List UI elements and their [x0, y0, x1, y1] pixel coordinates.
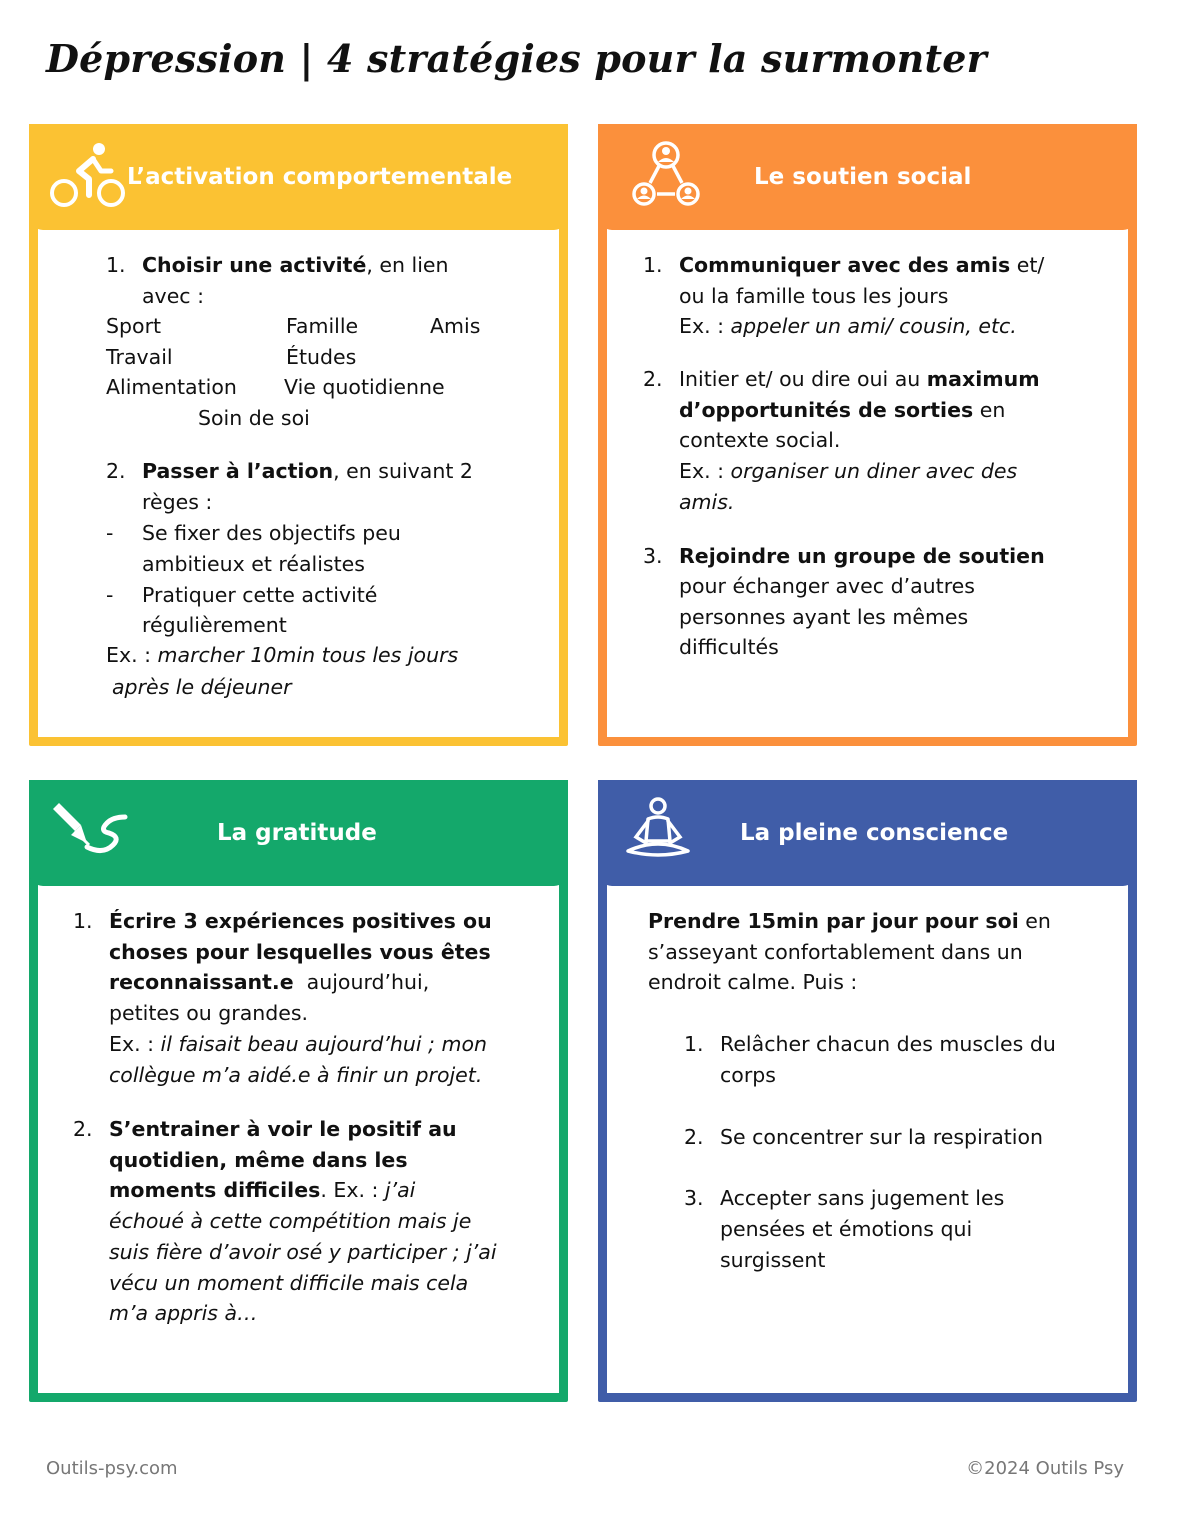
card-title: Le soutien social [754, 164, 972, 190]
list-item: Communiquer avec des amis et/ [679, 253, 1045, 277]
intro-text: endroit calme. Puis : [648, 970, 858, 994]
intro-text: Prendre 15min par jour pour soi en [648, 909, 1051, 933]
example-text: m’a appris à… [109, 1301, 258, 1325]
footer-website: Outils-psy.com [46, 1458, 178, 1479]
example-text: Ex. : marcher 10min tous les jours [106, 643, 459, 667]
category-label: Famille [286, 314, 359, 338]
cyclist-icon [49, 141, 129, 209]
category-label: Études [286, 345, 357, 369]
list-number: 1. [106, 253, 126, 277]
footer-copyright: ©2024 Outils Psy [966, 1458, 1124, 1479]
list-item: d’opportunités de sorties en [679, 398, 1006, 422]
card-header [598, 780, 1137, 886]
bullet-item: ambitieux et réalistes [142, 552, 365, 576]
bullet-dash: - [106, 583, 114, 607]
card-header [29, 780, 568, 886]
network-people-icon [626, 141, 706, 209]
list-item: ou la famille tous les jours [679, 284, 949, 308]
card-header [29, 124, 568, 230]
example-text: échoué à cette compétition mais je [109, 1209, 472, 1233]
bullet-item: régulièrement [142, 613, 287, 637]
card-body [38, 230, 559, 737]
bullet-item: Se fixer des objectifs peu [142, 521, 401, 545]
list-item: quotidien, même dans les [109, 1148, 408, 1172]
pen-writing-icon [51, 797, 131, 865]
example-text: vécu un moment difficile mais cela [109, 1271, 469, 1295]
list-number: 3. [684, 1186, 704, 1210]
list-item: Passer à l’action, en suivant 2 [142, 459, 473, 483]
example-text: Ex. : appeler un ami/ cousin, etc. [679, 314, 1017, 338]
bullet-dash: - [106, 521, 114, 545]
list-item: Choisir une activité, en lien [142, 253, 449, 277]
list-item: avec : [142, 284, 205, 308]
bullet-item: Pratiquer cette activité [142, 583, 378, 607]
example-text: collègue m’a aidé.e à finir un projet. [109, 1063, 483, 1087]
list-item: règes : [142, 490, 213, 514]
card-gratitude [29, 780, 568, 1402]
list-item: Se concentrer sur la respiration [720, 1125, 1044, 1149]
list-item: Rejoindre un groupe de soutien [679, 544, 1045, 568]
list-item: Relâcher chacun des muscles du [720, 1032, 1056, 1056]
card-body [607, 230, 1128, 737]
list-item: choses pour lesquelles vous êtes [109, 940, 491, 964]
example-text: après le déjeuner [112, 675, 292, 699]
list-number: 2. [73, 1117, 93, 1141]
example-text: amis. [679, 490, 735, 514]
list-number: 1. [643, 253, 663, 277]
card-body [607, 886, 1128, 1393]
example-text: Ex. : organiser un diner avec des [679, 459, 1018, 483]
category-label: Soin de soi [198, 406, 310, 430]
category-label: Amis [430, 314, 481, 338]
category-label: Sport [106, 314, 162, 338]
category-label: Vie quotidienne [284, 375, 445, 399]
meditation-icon [618, 797, 698, 865]
list-item: pensées et émotions qui [720, 1217, 973, 1241]
card-body [38, 886, 559, 1393]
list-number: 3. [643, 544, 663, 568]
list-number: 2. [106, 459, 126, 483]
list-number: 2. [643, 367, 663, 391]
list-item: Initier et/ ou dire oui au maximum [679, 367, 1040, 391]
list-item: S’entrainer à voir le positif au [109, 1117, 457, 1141]
list-item: moments difficiles. Ex. : j’ai [109, 1178, 416, 1202]
list-item: corps [720, 1063, 776, 1087]
list-item: petites ou grandes. [109, 1001, 309, 1025]
list-item: Écrire 3 expériences positives ou [109, 909, 492, 933]
list-item: reconnaissant.e aujourd’hui, [109, 970, 430, 994]
card-title: La pleine conscience [740, 820, 1009, 846]
card-activation [29, 124, 568, 746]
card-title: L’activation comportementale [127, 164, 513, 190]
card-social-support [598, 124, 1137, 746]
card-mindfulness [598, 780, 1137, 1402]
page-title: Dépression | 4 stratégies pour la surmonter [46, 36, 987, 81]
list-item: contexte social. [679, 428, 841, 452]
list-item: pour échanger avec d’autres [679, 574, 975, 598]
example-text: suis fière d’avoir osé y participer ; j’ai [109, 1240, 497, 1264]
list-item: surgissent [720, 1248, 826, 1272]
intro-text: s’asseyant confortablement dans un [648, 940, 1023, 964]
card-header [598, 124, 1137, 230]
list-number: 2. [684, 1125, 704, 1149]
list-number: 1. [684, 1032, 704, 1056]
category-label: Travail [106, 345, 173, 369]
category-label: Alimentation [106, 375, 237, 399]
example-text: Ex. : il faisait beau aujourd’hui ; mon [109, 1032, 487, 1056]
list-number: 1. [73, 909, 93, 933]
list-item: personnes ayant les mêmes [679, 605, 969, 629]
card-title: La gratitude [217, 820, 377, 846]
list-item: Accepter sans jugement les [720, 1186, 1005, 1210]
list-item: difficultés [679, 635, 779, 659]
